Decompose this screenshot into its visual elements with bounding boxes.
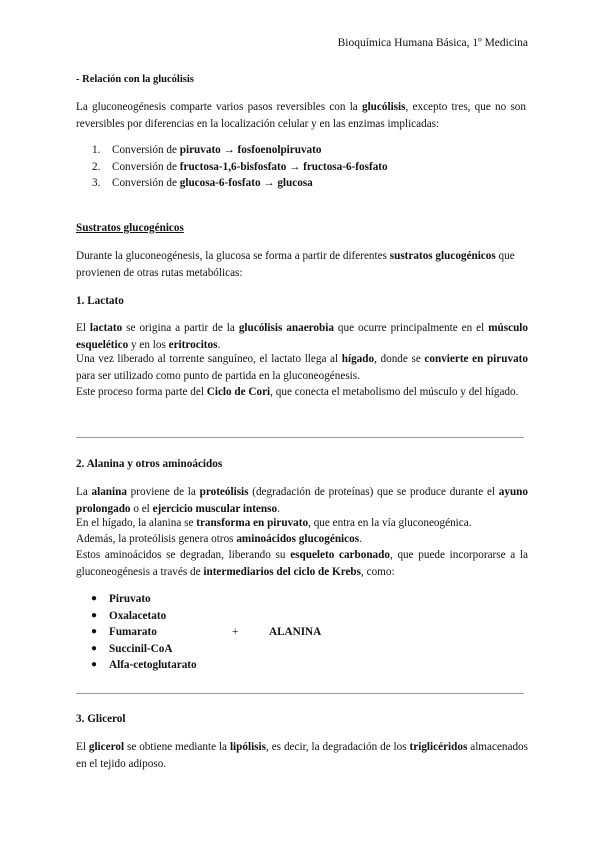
- bullet-icon: ●: [91, 642, 98, 654]
- bold-term: glucosa-6-fosfato → glucosa: [179, 177, 313, 189]
- text-run: o el: [130, 502, 153, 515]
- list-item: [91, 624, 251, 641]
- bullet-icon: ●: [91, 609, 98, 621]
- text-run: , que puede incorporarse a la gluconeogénesis a través de: [76, 549, 528, 578]
- glicerol-paragraph: [76, 739, 528, 772]
- text-run: se obtiene mediante la: [124, 741, 230, 753]
- text-run: , que conecta el metabolismo del músculo y del hígado.: [270, 386, 519, 398]
- alanina-label: ALANINA: [269, 626, 322, 638]
- glucolisis-intro: [76, 99, 526, 132]
- bold-term: fructosa-1,6-bisfosfato → fructosa-6-fosfato: [179, 160, 388, 173]
- list-item-label: Oxalacetato: [109, 609, 167, 622]
- text-run: y en los: [128, 338, 169, 351]
- lactato-title: 1. Lactato: [76, 295, 124, 307]
- sustratos-title: Sustratos glucogénicos: [76, 222, 184, 234]
- lactato-paragraph-1: [76, 320, 528, 353]
- text-run: proviene de la: [126, 486, 200, 498]
- bold-term: piruvato → fosfoenolpiruvato: [179, 144, 322, 156]
- bold-term: intermediarios del ciclo de Krebs: [203, 565, 362, 578]
- text-run: Durante la gluconeogénesis, la glucosa se forma a partir de diferentes: [76, 250, 390, 262]
- text-run: .: [359, 533, 362, 545]
- list-item: [91, 608, 251, 625]
- text-run: Este proceso forma parte del: [76, 386, 207, 398]
- text-run: , donde se: [374, 353, 425, 365]
- bold-term: esqueleto carbonado: [290, 549, 390, 561]
- text-run: La: [76, 486, 92, 498]
- irreversible-steps-list: [92, 142, 512, 192]
- text-run: Conversión de: [112, 160, 180, 173]
- list-item-label: Alfa-cetoglutarato: [109, 659, 197, 671]
- text-run: Una vez liberado al torrente sanguíneo, el lactato llega al: [76, 353, 342, 365]
- text-run: , excepto tres, que no son reversibles por diferencias en la localización celular y en las enzimas implicadas:: [76, 101, 526, 130]
- bold-term: lactato: [89, 322, 123, 334]
- bold-term: aminoácidos glucogénicos: [236, 533, 360, 545]
- text-run: En el hígado, la alanina se: [76, 517, 197, 529]
- text-run: que ocurre principalmente en el: [333, 322, 489, 334]
- list-item: [91, 641, 251, 658]
- alanina-paragraph-1: [76, 484, 528, 517]
- text-run: El: [76, 322, 90, 334]
- text-run: almacenados en el tejido adiposo.: [76, 741, 529, 770]
- divider-1: [76, 437, 524, 438]
- text-run: para ser utilizado como punto de partida en la gluconeogénesis.: [76, 369, 360, 382]
- text-run: , que entra en la vía gluconeogénica.: [308, 517, 472, 529]
- list-item: [92, 159, 512, 176]
- text-run: La gluconeogénesis comparte varios pasos reversibles con la: [76, 101, 362, 113]
- plus-sign: +: [232, 626, 239, 638]
- alanina-paragraph-4: [76, 547, 528, 580]
- bold-term: glucólisis: [361, 101, 406, 113]
- list-item: [92, 142, 512, 159]
- krebs-intermediates-list: [91, 591, 251, 674]
- text-run: se origina a partir de la: [122, 322, 239, 334]
- bullet-icon: ●: [91, 626, 98, 637]
- list-item: [91, 591, 251, 608]
- bold-term: ejercicio muscular intenso: [152, 502, 278, 515]
- alanina-paragraph-3: [76, 531, 528, 548]
- sustratos-intro: [76, 248, 528, 281]
- bold-term: triglicéridos: [409, 741, 468, 753]
- bullet-icon: ●: [91, 659, 98, 670]
- list-item: [92, 175, 512, 192]
- section-title-glucolisis: - Relación con la glucólisis: [76, 74, 194, 85]
- text-run: .: [217, 338, 221, 351]
- list-item: [91, 657, 251, 674]
- divider-2: [76, 693, 524, 694]
- lactato-paragraph-2: [76, 351, 528, 384]
- bold-term: músculo esquelético: [76, 322, 528, 351]
- page-header: Bioquímica Humana Básica, 1º Medicina: [337, 37, 528, 49]
- bold-term: alanina: [91, 486, 127, 498]
- text-run: .: [277, 502, 280, 515]
- text-run: (degradación de proteínas) que se produce durante el: [248, 486, 499, 498]
- bold-term: hígado: [341, 353, 375, 365]
- text-run: Estos aminoácidos se degradan, liberando su: [76, 549, 291, 561]
- text-run: que provienen de otras rutas metabólicas:: [76, 250, 515, 279]
- bold-term: ayuno prolongado: [76, 486, 528, 515]
- bold-term: proteólisis: [199, 486, 249, 498]
- text-run: Además, la proteólisis genera otros: [76, 533, 237, 545]
- text-run: Conversión de: [112, 144, 180, 156]
- text-run: , como:: [361, 565, 395, 578]
- glicerol-title: 3. Glicerol: [76, 713, 126, 725]
- bold-term: glicerol: [88, 741, 125, 753]
- bold-term: sustratos glucogénicos: [389, 250, 496, 262]
- list-item-label: Piruvato: [109, 593, 151, 605]
- bold-term: glucólisis anaerobia: [238, 322, 334, 334]
- bullet-icon: ●: [91, 593, 98, 604]
- list-item-label: Succinil-CoA: [109, 642, 173, 655]
- list-item-label: Fumarato: [109, 626, 157, 638]
- bold-term: eritrocitos: [168, 338, 218, 351]
- alanina-paragraph-2: [76, 515, 528, 532]
- bold-term: lipólisis: [229, 741, 267, 753]
- text-run: El: [76, 741, 89, 753]
- lactato-paragraph-3: [76, 384, 528, 401]
- text-run: Conversión de: [112, 177, 180, 189]
- list-number: 2.: [92, 160, 101, 173]
- text-run: , es decir, la degradación de los: [266, 741, 410, 753]
- list-number: 3.: [92, 177, 101, 189]
- alanina-title: 2. Alanina y otros aminoácidos: [76, 458, 223, 470]
- bold-term: convierte en piruvato: [424, 353, 528, 365]
- bold-term: Ciclo de Cori: [206, 386, 271, 398]
- bold-term: transforma en piruvato: [196, 517, 309, 529]
- list-number: 1.: [92, 144, 101, 156]
